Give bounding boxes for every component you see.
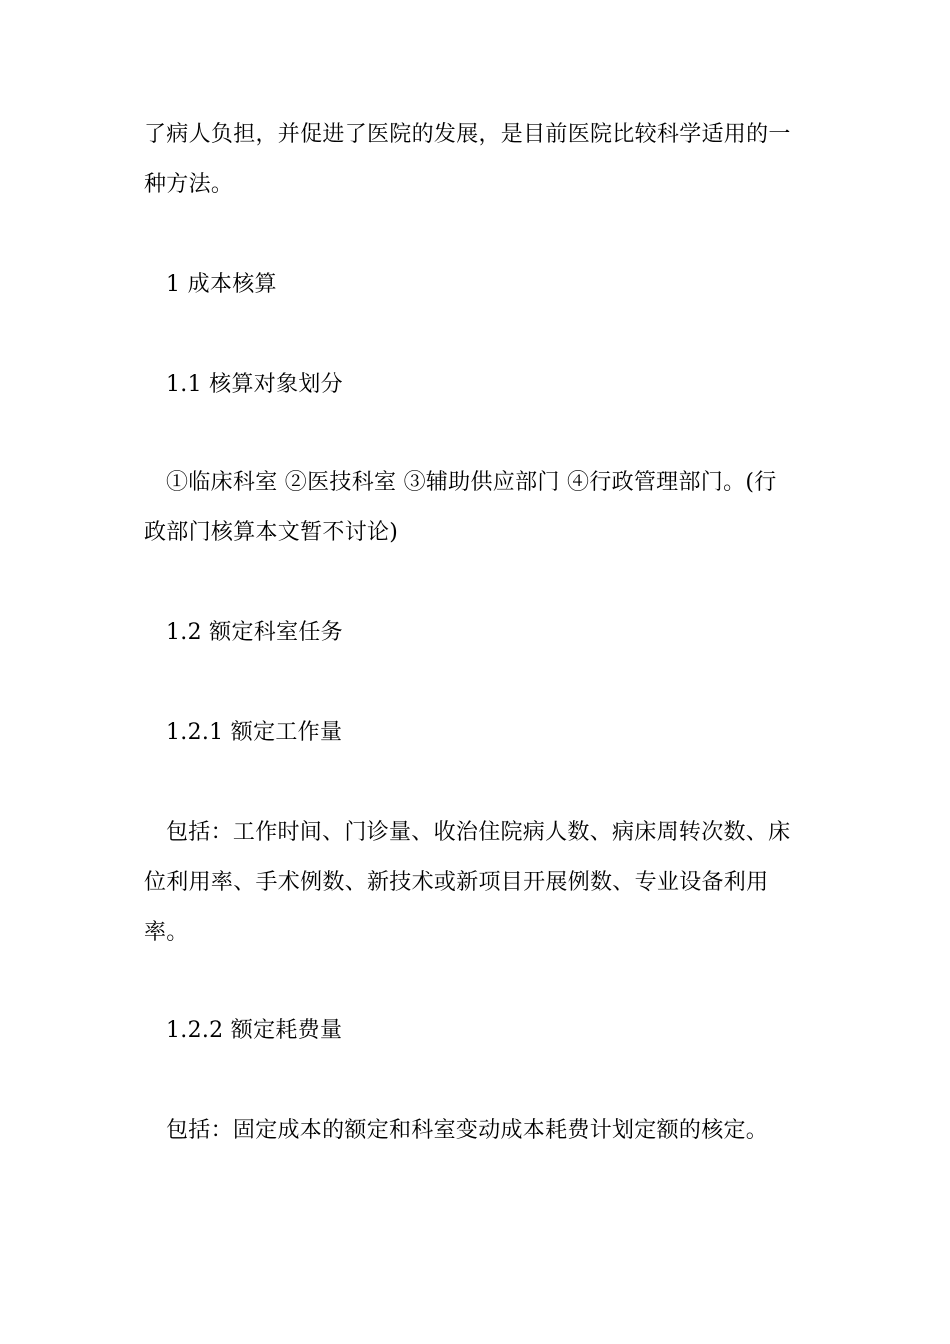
section-1-1-heading — [144, 360, 804, 410]
section-1-2-1-paragraph — [144, 808, 804, 958]
section-1-1-line-2: 政部门核算本文暂不讨论) — [144, 520, 399, 545]
section-1-2-1-line-3: 率。 — [144, 920, 189, 945]
section-1-1-paragraph — [144, 458, 804, 558]
section-1-1-heading-text: 1.1 核算对象划分 — [166, 372, 343, 397]
intro-line-1: 了病人负担，并促进了医院的发展，是目前医院比较科学适用的一 — [144, 122, 791, 147]
section-1-2-1-line-1: 包括：工作时间、门诊量、收治住院病人数、病床周转次数、床 — [166, 820, 791, 845]
section-1-1-line-1: ①临床科室 ②医技科室 ③辅助供应部门 ④行政管理部门。(行 — [166, 470, 777, 495]
intro-paragraph — [144, 110, 804, 210]
section-1-2-2-heading-text: 1.2.2 额定耗费量 — [166, 1018, 343, 1043]
section-1-heading — [144, 260, 804, 310]
section-1-2-1-heading — [144, 708, 804, 758]
section-1-2-2-heading — [144, 1006, 804, 1056]
section-1-2-heading-text: 1.2 额定科室任务 — [166, 620, 343, 645]
section-1-2-1-line-2: 位利用率、手术例数、新技术或新项目开展例数、专业设备利用 — [144, 870, 769, 895]
section-1-2-heading — [144, 608, 804, 658]
section-1-2-1-heading-text: 1.2.1 额定工作量 — [166, 720, 343, 745]
section-1-heading-text: 1 成本核算 — [166, 272, 277, 297]
intro-line-2: 种方法。 — [144, 172, 234, 197]
section-1-2-2-paragraph — [144, 1106, 804, 1156]
section-1-2-2-line-1: 包括：固定成本的额定和科室变动成本耗费计划定额的核定。 — [166, 1118, 769, 1143]
